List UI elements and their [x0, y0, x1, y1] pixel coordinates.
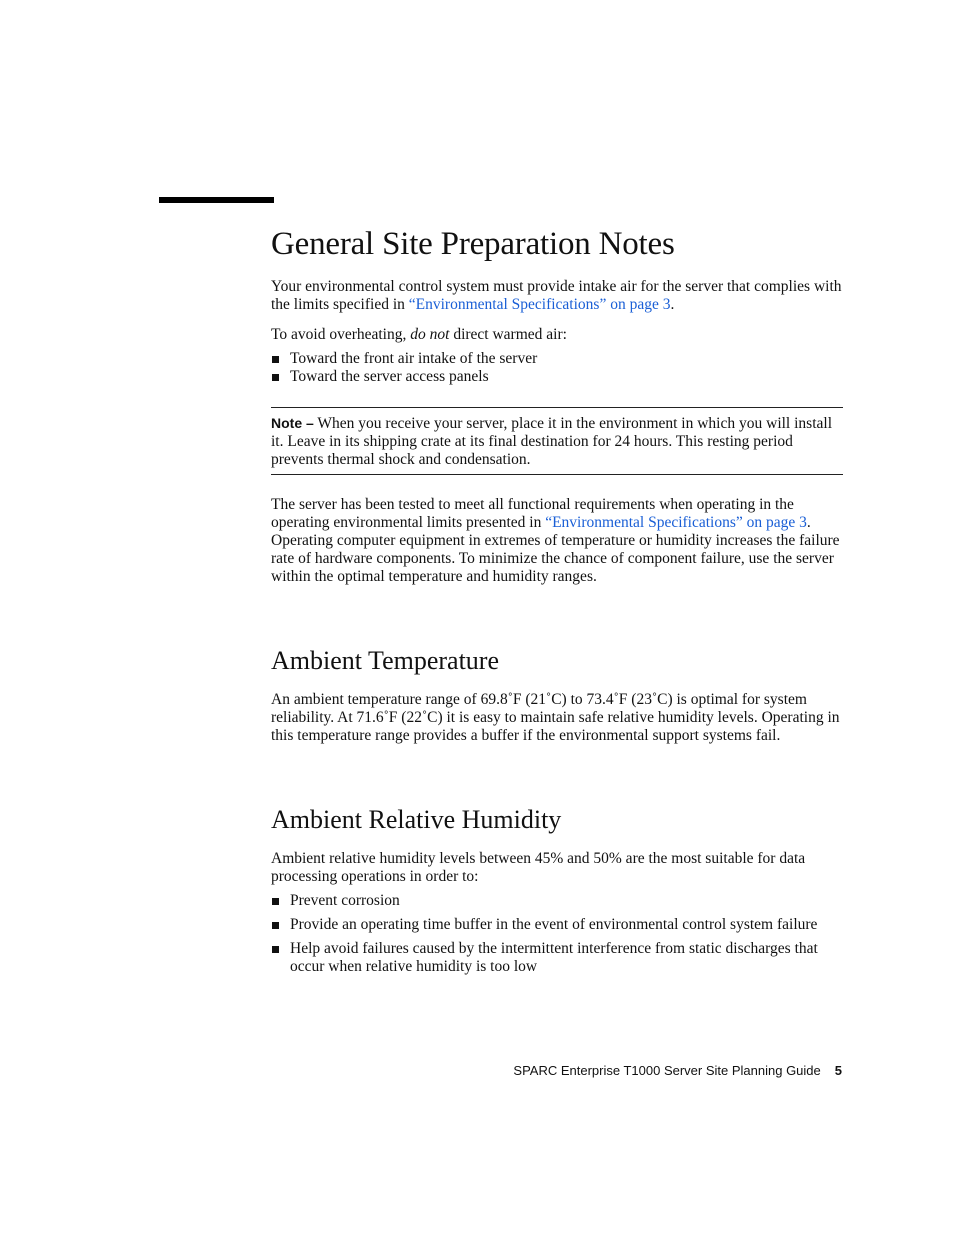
note-label: Note – [271, 415, 314, 431]
list-item: Toward the server access panels [271, 368, 843, 386]
intro-text: Your environmental control system must provide intake air for the server that complies with the limits specified in [271, 278, 842, 313]
intro-text-end: . [670, 296, 675, 313]
tested-text-end: . Operating computer equipment in extremes of temperature or humidity increases the failure rate of hardware components. To minimize the chance of component failure, use the server within the optimal temperature and humidity ranges. [271, 514, 840, 585]
ambient-humidity-paragraph: Ambient relative humidity levels between 45% and 50% are the most suitable for data processing operations in order to: [271, 850, 806, 885]
overheat-paragraph [271, 326, 843, 344]
overheat-text: To avoid overheating, [271, 326, 411, 343]
overheat-text-end: direct warmed air: [449, 326, 567, 343]
note-box [271, 407, 843, 475]
intro-paragraph [271, 278, 843, 314]
list-item: Help avoid failures caused by the intermittent interference from static discharges that occur when relative humidity is too low [271, 940, 843, 976]
list-item: Prevent corrosion [271, 892, 843, 910]
page-footer [513, 1063, 842, 1078]
footer-title: SPARC Enterprise T1000 Server Site Planning Guide [513, 1063, 821, 1078]
chapter-rule [159, 197, 274, 203]
humidity-list [271, 892, 843, 976]
section-heading-ambient-humidity: Ambient Relative Humidity [271, 805, 562, 834]
overheat-list [271, 350, 843, 386]
overheat-emphasis: do not [410, 326, 450, 343]
section-heading-ambient-temperature: Ambient Temperature [271, 646, 500, 675]
tested-paragraph [271, 496, 843, 586]
ambient-temperature-paragraph: An ambient temperature range of 69.8˚F (21˚C) to 73.4˚F (23˚C) is optimal for system reliability. At 71.6˚F (22˚C) it is easy to maintain safe relative humidity levels. Operating in this temperature range provides a buffer if the environmental support systems fail. [271, 691, 840, 744]
environmental-specs-link[interactable]: “Environmental Specifications” on page 3 [545, 514, 807, 531]
tested-text: The server has been tested to meet all functional requirements when operating in the operating environmental limits presented in [271, 496, 794, 531]
page-number: 5 [834, 1063, 842, 1078]
note-text: When you receive your server, place it in the environment in which you will install it. Leave in its shipping crate at its final destination for 24 hours. This resting period prevents thermal shock and condensation. [271, 415, 832, 468]
list-item: Toward the front air intake of the server [271, 350, 843, 368]
note-paragraph [271, 414, 843, 469]
environmental-specs-link[interactable]: “Environmental Specifications” on page 3 [408, 296, 671, 313]
page-title: General Site Preparation Notes [271, 226, 675, 262]
list-item: Provide an operating time buffer in the event of environmental control system failure [271, 916, 843, 934]
